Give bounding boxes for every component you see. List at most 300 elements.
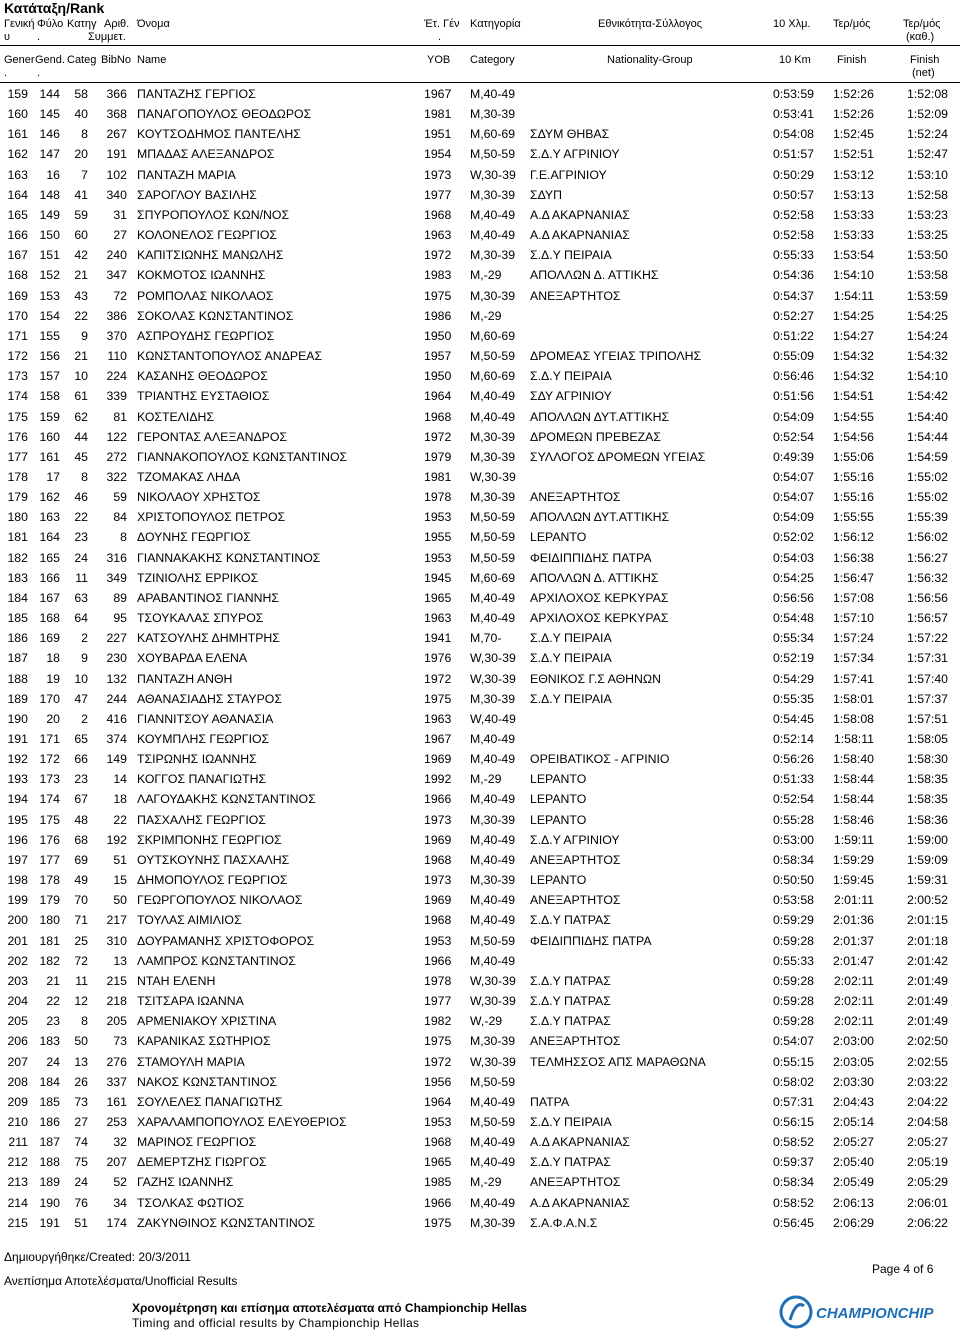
bib-cell: 161 [106,1094,127,1109]
gender-rank-cell: 151 [39,248,60,263]
rank-cell: 213 [7,1175,28,1190]
header-gender-gr: Φύλο [37,18,64,30]
time-10k-cell: 0:52:19 [772,651,814,666]
bib-cell: 191 [106,147,127,162]
time-10k-cell: 0:50:57 [772,187,814,202]
header-finish-en: Finish [837,54,867,66]
category-cell: M,40-49 [470,913,516,928]
category-cell: M,60-69 [470,369,516,384]
club-cell: Σ.Δ.Υ ΠΕΙΡΑΙΑ [530,651,612,666]
table-row [0,951,960,971]
finish-cell: 2:02:11 [833,994,874,1009]
yob-cell: 1945 [424,570,452,585]
club-cell: ΑΝΕΞΑΡΤΗΤΟΣ [530,1175,621,1190]
category-rank-cell: 61 [74,389,88,404]
category-cell: M,70- [470,631,502,646]
net-finish-cell: 1:54:10 [906,369,948,384]
table-row [0,931,960,951]
time-10k-cell: 0:54:09 [772,510,814,525]
yob-cell: 1972 [424,429,452,444]
rank-cell: 215 [7,1215,28,1230]
finish-cell: 2:01:11 [833,893,874,908]
gender-rank-cell: 22 [46,994,60,1009]
rank-cell: 192 [7,752,28,767]
table-row [0,124,960,144]
gender-rank-cell: 149 [39,207,60,222]
club-cell: Σ.Δ.Υ ΠΑΤΡΑΣ [530,994,611,1009]
gender-rank-cell: 176 [39,832,60,847]
finish-cell: 1:56:12 [832,530,874,545]
name-cell: ΛΑΜΠΡΟΣ ΚΩΝΣΤΑΝΤΙΝΟΣ [137,953,296,968]
club-cell: ΑΝΕΞΑΡΤΗΤΟΣ [530,288,621,303]
time-10k-cell: 0:59:28 [772,1014,814,1029]
table-row [0,608,960,628]
time-10k-cell: 0:55:33 [772,248,814,263]
logo-ring-icon [781,1297,811,1327]
time-10k-cell: 0:52:54 [772,429,814,444]
name-cell: ΓΕΡΟΝΤΑΣ ΑΛΕΞΑΝΔΡΟΣ [137,429,288,444]
table-row [0,205,960,225]
category-rank-cell: 63 [74,590,88,605]
finish-cell: 2:06:29 [832,1215,874,1230]
yob-cell: 1941 [424,631,452,646]
name-cell: ΚΩΝΣΤΑΝΤΟΠΟΥΛΟΣ ΑΝΔΡΕΑΣ [137,349,323,364]
net-finish-cell: 1:56:27 [906,550,948,565]
rank-cell: 170 [7,308,28,323]
bib-cell: 174 [106,1215,127,1230]
table-row [0,306,960,326]
header-finish-gr: Τερ/μός [833,18,871,30]
bib-cell: 316 [106,550,127,565]
club-cell: LEPANTO [530,772,587,787]
finish-cell: 1:58:46 [832,812,874,827]
finish-cell: 2:03:05 [832,1054,874,1069]
bib-cell: 337 [106,1074,127,1089]
rank-cell: 180 [7,510,28,525]
net-finish-cell: 2:01:15 [906,913,948,928]
name-cell: ΚΟΚΜΟΤΟΣ ΙΩΑΝΝΗΣ [137,268,266,283]
time-10k-cell: 0:58:52 [772,1195,814,1210]
yob-cell: 1953 [424,933,452,948]
time-10k-cell: 0:54:29 [772,671,814,686]
table-row [0,1052,960,1072]
category-cell: M,50-59 [470,510,516,525]
net-finish-cell: 2:02:55 [906,1054,948,1069]
gender-rank-cell: 168 [39,611,60,626]
time-10k-cell: 0:53:58 [772,893,814,908]
category-cell: W,-29 [470,1014,503,1029]
bib-cell: 366 [106,87,127,101]
category-rank-cell: 27 [74,1114,88,1129]
yob-cell: 1978 [424,490,452,505]
yob-cell: 1963 [424,228,452,243]
name-cell: ΧΡΙΣΤΟΠΟΥΛΟΣ ΠΕΤΡΟΣ [137,510,286,525]
credit-greek: Χρονομέτρηση και επίσημα αποτελέσματα από Championchip Hellas [132,1301,527,1315]
bib-cell: 32 [113,1135,127,1150]
gender-rank-cell: 180 [39,913,60,928]
time-10k-cell: 0:52:54 [772,792,814,807]
net-finish-cell: 2:05:27 [906,1135,948,1150]
category-cell: M,30-39 [470,288,516,303]
time-10k-cell: 0:54:07 [772,490,814,505]
category-rank-cell: 10 [74,671,88,686]
table-row [0,568,960,588]
category-cell: W,30-39 [470,671,516,686]
bib-cell: 227 [106,631,127,646]
rank-cell: 172 [7,349,28,364]
bib-cell: 374 [106,732,127,746]
table-row [0,527,960,547]
gender-rank-cell: 160 [39,429,60,444]
net-finish-cell: 1:57:37 [906,691,948,706]
header-club-en: Nationality-Group [607,54,693,66]
category-rank-cell: 2 [81,631,88,646]
logo-text: CHAMPIONCHIP [816,1305,934,1322]
net-finish-cell: 2:04:22 [906,1094,948,1109]
yob-cell: 1972 [424,671,452,686]
category-cell: M,50-59 [470,349,516,364]
time-10k-cell: 0:54:03 [772,550,814,565]
finish-cell: 1:56:38 [832,550,874,565]
name-cell: ΣΠΥΡΟΠΟΥΛΟΣ ΚΩΝ/ΝΟΣ [137,207,290,222]
bib-cell: 368 [106,107,127,122]
time-10k-cell: 0:59:28 [772,994,814,1009]
yob-cell: 1978 [424,973,452,988]
table-row [0,971,960,991]
table-row [0,427,960,447]
gender-rank-cell: 144 [39,87,60,101]
name-cell: ΧΟΥΒΑΡΔΑ ΕΛΕΝΑ [137,651,248,666]
name-cell: ΚΟΓΓΟΣ ΠΑΝΑΓΙΩΤΗΣ [137,772,267,787]
category-cell: M,40-49 [470,752,516,767]
rank-cell: 201 [7,933,28,948]
category-cell: M,-29 [470,268,502,283]
club-cell: ΣΔΥΜ ΘΗΒΑΣ [530,127,610,142]
bib-cell: 276 [106,1054,127,1069]
time-10k-cell: 0:54:07 [772,1034,814,1049]
category-cell: M,50-59 [470,550,516,565]
header-rank-en-sub: . [4,67,8,79]
bib-cell: 386 [106,308,127,323]
bib-cell: 207 [106,1155,127,1170]
table-row [0,749,960,769]
finish-cell: 1:54:27 [832,328,874,343]
category-rank-cell: 67 [74,792,88,807]
table-row [0,225,960,245]
gender-rank-cell: 164 [39,530,60,545]
rank-cell: 196 [7,832,28,847]
category-rank-cell: 60 [74,228,88,243]
finish-cell: 1:54:56 [832,429,874,444]
club-cell: ΑΠΟΛΛΩΝ Δ. ΑΤΤΙΚΗΣ [530,268,659,283]
finish-cell: 2:05:49 [832,1175,874,1190]
gender-rank-cell: 157 [39,369,60,384]
time-10k-cell: 0:56:26 [772,752,814,767]
finish-cell: 1:57:41 [832,671,874,686]
net-finish-cell: 1:57:31 [906,651,948,666]
rank-cell: 185 [7,611,28,626]
category-cell: M,40-49 [470,611,516,626]
gender-rank-cell: 147 [39,147,60,162]
club-cell: ΑΝΕΞΑΡΤΗΤΟΣ [530,1034,621,1049]
net-finish-cell: 1:54:25 [906,308,948,323]
rank-cell: 209 [7,1094,28,1109]
finish-cell: 1:53:33 [832,228,874,243]
table-row [0,628,960,648]
table-row [0,890,960,910]
bib-cell: 322 [106,469,127,484]
finish-cell: 1:58:44 [832,772,874,787]
club-cell: ΑΝΕΞΑΡΤΗΤΟΣ [530,852,621,867]
net-finish-cell: 2:01:18 [906,933,948,948]
finish-cell: 1:54:32 [832,349,874,364]
name-cell: ΠΑΝΤΑΖΗΣ ΓΕΡΓΙΟΣ [137,87,256,101]
net-finish-cell: 1:52:58 [906,187,948,202]
table-row [0,286,960,306]
name-cell: ΚΑΣΑΝΗΣ ΘΕΟΔΩΡΟΣ [137,369,268,384]
rank-cell: 160 [7,107,28,122]
gender-rank-cell: 167 [39,590,60,605]
name-cell: ΡΟΜΠΟΛΑΣ ΝΙΚΟΛΑΟΣ [137,288,274,303]
club-cell: Σ.Δ.Υ ΠΕΙΡΑΙΑ [530,369,612,384]
bib-cell: 349 [106,570,127,585]
rank-cell: 208 [7,1074,28,1089]
name-cell: ΝΙΚΟΛΑΟΥ ΧΡΗΣΤΟΣ [137,490,261,505]
finish-cell: 2:01:37 [832,933,874,948]
finish-cell: 2:03:30 [832,1074,874,1089]
created-date: Δημιουργήθηκε/Created: 20/3/2011 [4,1250,191,1264]
rank-cell: 198 [7,873,28,888]
rank-cell: 163 [7,167,28,182]
yob-cell: 1967 [424,87,452,101]
bib-cell: 22 [113,812,127,827]
category-cell: M,40-49 [470,1155,516,1170]
bib-cell: 205 [106,1014,127,1029]
gender-rank-cell: 186 [39,1114,60,1129]
bib-cell: 72 [113,288,127,303]
gender-rank-cell: 156 [39,349,60,364]
gender-rank-cell: 18 [46,651,60,666]
net-finish-cell: 1:54:44 [906,429,948,444]
table-row [0,1132,960,1152]
gender-rank-cell: 166 [39,570,60,585]
name-cell: ΚΑΠΙΤΣΙΩΝΗΣ ΜΑΝΩΛΗΣ [137,248,284,263]
category-cell: M,30-39 [470,1215,516,1230]
club-cell: Σ.Δ.Υ ΠΕΙΡΑΙΑ [530,248,612,263]
yob-cell: 1953 [424,1114,452,1129]
header-bib-gr-sub: Συμμετ. [88,31,126,43]
category-rank-cell: 20 [74,147,88,162]
championchip-logo [778,1292,954,1332]
yob-cell: 1985 [424,1175,452,1190]
category-cell: W,30-39 [470,973,516,988]
time-10k-cell: 0:56:56 [772,590,814,605]
yob-cell: 1956 [424,1074,452,1089]
category-cell: M,40-49 [470,207,516,222]
club-cell: Σ.Δ.Υ ΠΑΤΡΑΣ [530,913,611,928]
category-rank-cell: 65 [74,732,88,746]
bib-cell: 89 [113,590,127,605]
category-cell: W,40-49 [470,711,516,726]
yob-cell: 1973 [424,167,452,182]
category-rank-cell: 48 [74,812,88,827]
name-cell: ΑΡΜΕΝΙΑΚΟΥ ΧΡΙΣΤΙΝΑ [137,1014,277,1029]
finish-cell: 2:03:00 [832,1034,874,1049]
time-10k-cell: 0:58:34 [772,1175,814,1190]
name-cell: ΣΟΚΟΛΑΣ ΚΩΝΣΤΑΝΤΙΝΟΣ [137,308,294,323]
category-cell: M,60-69 [470,328,516,343]
yob-cell: 1972 [424,1054,452,1069]
yob-cell: 1975 [424,1034,452,1049]
table-row [0,769,960,789]
name-cell: ΚΟΣΤΕΛΙΔΗΣ [137,409,215,424]
finish-cell: 1:55:06 [832,449,874,464]
club-cell: ΔΡΟΜΕΩΝ ΠΡΕΒΕΖΑΣ [530,429,661,444]
name-cell: ΓΙΑΝΝΙΤΣΟΥ ΑΘΑΝΑΣΙΑ [137,711,274,726]
category-cell: M,60-69 [470,127,516,142]
club-cell: Α.Δ ΑΚΑΡΝΑΝΙΑΣ [530,1135,630,1150]
club-cell: Σ.Δ.Υ ΑΓΡΙΝΙΟΥ [530,147,620,162]
name-cell: ΚΑΡΑΝΙΚΑΣ ΣΩΤΗΡΙΟΣ [137,1034,271,1049]
name-cell: ΠΑΣΧΑΛΗΣ ΓΕΩΡΓΙΟΣ [137,812,266,827]
net-finish-cell: 1:56:56 [906,590,948,605]
category-rank-cell: 45 [74,449,88,464]
finish-cell: 2:01:36 [832,913,874,928]
net-finish-cell: 1:53:10 [906,167,948,182]
header-category-gr: Κατηγορία [470,18,521,30]
rank-cell: 182 [7,550,28,565]
name-cell: ΤΖΟΜΑΚΑΣ ΛΗΔΑ [137,469,241,484]
bib-cell: 267 [106,127,127,142]
finish-cell: 2:02:11 [833,1014,874,1029]
finish-cell: 1:53:54 [832,248,874,263]
net-finish-cell: 1:56:02 [906,530,948,545]
bib-cell: 50 [113,893,127,908]
name-cell: ΝΤΑΗ ΕΛΕΝΗ [137,973,216,988]
category-rank-cell: 8 [81,127,88,142]
name-cell: ΑΘΑΝΑΣΙΑΔΗΣ ΣΤΑΥΡΟΣ [137,691,282,706]
gender-rank-cell: 159 [39,409,60,424]
category-rank-cell: 64 [74,611,88,626]
net-finish-cell: 1:53:50 [906,248,948,263]
results-table [0,84,960,1233]
rank-cell: 173 [7,369,28,384]
category-cell: M,40-49 [470,953,516,968]
category-rank-cell: 21 [74,268,88,283]
yob-cell: 1972 [424,248,452,263]
bib-cell: 18 [113,792,127,807]
club-cell: Σ.Δ.Υ ΠΑΤΡΑΣ [530,1014,611,1029]
rank-cell: 165 [7,207,28,222]
yob-cell: 1963 [424,711,452,726]
category-rank-cell: 59 [74,207,88,222]
club-cell: ΑΠΟΛΛΩΝ Δ. ΑΤΤΙΚΗΣ [530,570,659,585]
rank-cell: 197 [7,852,28,867]
net-finish-cell: 1:54:59 [906,449,948,464]
gender-rank-cell: 148 [39,187,60,202]
rank-cell: 200 [7,913,28,928]
name-cell: ΚΟΥΜΠΛΗΣ ΓΕΩΡΓΙΟΣ [137,732,270,746]
gender-rank-cell: 175 [39,812,60,827]
rank-cell: 184 [7,590,28,605]
yob-cell: 1975 [424,1215,452,1230]
net-finish-cell: 1:53:58 [906,268,948,283]
club-cell: ΣΔΥΠ [530,187,562,202]
table-row [0,850,960,870]
rank-cell: 210 [7,1114,28,1129]
name-cell: ΔΟΥΝΗΣ ΓΕΩΡΓΙΟΣ [137,530,251,545]
category-cell: M,50-59 [470,530,516,545]
rank-cell: 188 [7,671,28,686]
category-cell: M,40-49 [470,1135,516,1150]
time-10k-cell: 0:51:56 [772,389,814,404]
time-10k-cell: 0:51:57 [772,147,814,162]
yob-cell: 1950 [424,328,452,343]
category-cell: M,40-49 [470,409,516,424]
name-cell: ΓΙΑΝΝΑΚΑΚΗΣ ΚΩΝΣΤΑΝΤΙΝΟΣ [137,550,321,565]
club-cell: Σ.Δ.Υ ΠΕΙΡΑΙΑ [530,691,612,706]
name-cell: ΑΡΑΒΑΝΤΙΝΟΣ ΓΙΑΝΝΗΣ [137,590,280,605]
club-cell: Σ.Δ.Υ ΠΑΤΡΑΣ [530,1155,611,1170]
finish-cell: 2:01:47 [832,953,874,968]
net-finish-cell: 1:58:35 [906,772,948,787]
bib-cell: 15 [113,873,127,888]
header-gender-gr-sub: . [37,31,41,43]
time-10k-cell: 0:59:29 [772,913,814,928]
finish-cell: 2:06:13 [832,1195,874,1210]
category-rank-cell: 47 [74,691,88,706]
net-finish-cell: 1:54:32 [906,349,948,364]
category-cell: M,30-39 [470,449,516,464]
time-10k-cell: 0:53:59 [772,87,814,101]
net-finish-cell: 1:58:36 [906,812,948,827]
bib-cell: 51 [113,852,127,867]
header-divider-top [0,45,960,46]
finish-cell: 1:53:12 [832,167,874,182]
finish-cell: 1:59:29 [832,852,874,867]
rank-cell: 174 [7,389,28,404]
finish-cell: 1:53:13 [832,187,874,202]
name-cell: ΠΑΝΑΓΟΠΟΥΛΟΣ ΘΕΟΔΩΡΟΣ [137,107,312,122]
name-cell: ΧΑΡΑΛΑΜΠΟΠΟΥΛΟΣ ΕΛΕΥΘΕΡΙΟΣ [137,1114,347,1129]
yob-cell: 1969 [424,893,452,908]
category-rank-cell: 23 [74,530,88,545]
rank-cell: 176 [7,429,28,444]
finish-cell: 1:59:45 [832,873,874,888]
name-cell: ΓΕΩΡΓΟΠΟΥΛΟΣ ΝΙΚΟΛΑΟΣ [137,893,303,908]
category-cell: M,40-49 [470,1094,516,1109]
rank-cell: 164 [7,187,28,202]
finish-cell: 1:59:11 [833,832,874,847]
time-10k-cell: 0:58:02 [772,1074,814,1089]
table-row [0,689,960,709]
header-net-en-sub: (net) [912,67,935,79]
category-cell: M,30-39 [470,187,516,202]
category-rank-cell: 8 [81,1014,88,1029]
finish-cell: 1:52:26 [832,107,874,122]
credit-english: Timing and official results by Championchip Hellas [132,1316,420,1330]
category-rank-cell: 24 [74,1175,88,1190]
bib-cell: 52 [113,1175,127,1190]
finish-cell: 1:54:51 [832,389,874,404]
gender-rank-cell: 174 [39,792,60,807]
finish-cell: 1:58:40 [832,752,874,767]
category-cell: M,30-39 [470,429,516,444]
time-10k-cell: 0:55:34 [772,631,814,646]
bib-cell: 370 [106,328,127,343]
gender-rank-cell: 173 [39,772,60,787]
net-finish-cell: 2:01:49 [906,973,948,988]
